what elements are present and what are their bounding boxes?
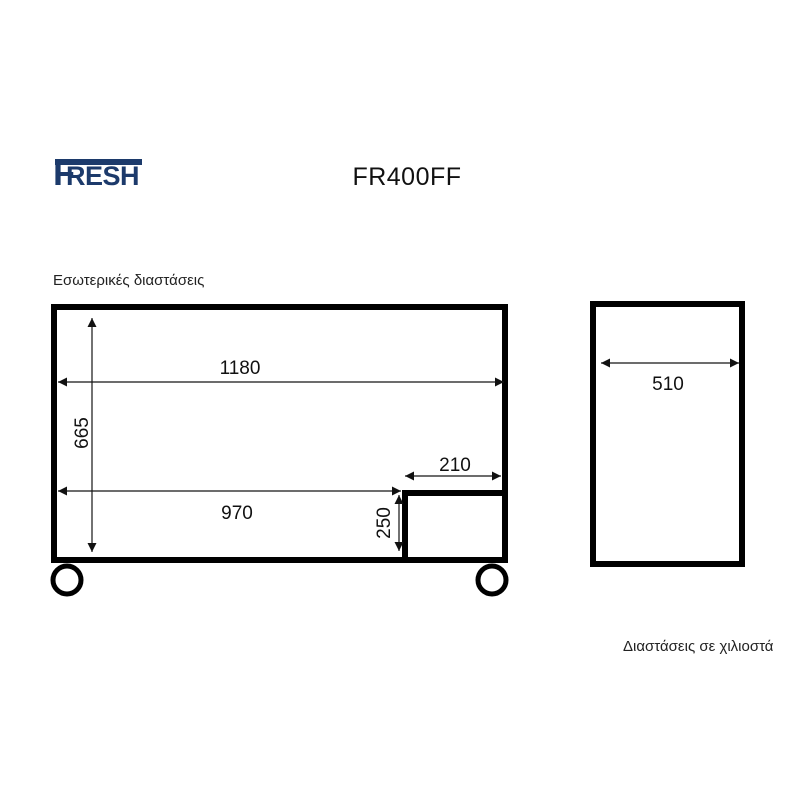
logo-letter-f: F [53, 154, 75, 193]
dim-width-partial [58, 491, 401, 524]
units-note: Διαστάσεις σε χιλιοστά [623, 638, 774, 655]
dim-depth-label: 510 [652, 374, 684, 395]
section-label-internal-dimensions: Εσωτερικές διαστάσεις [53, 272, 205, 289]
dim-step-width-label: 210 [439, 455, 471, 476]
model-title: FR400FF [352, 163, 462, 191]
caster-wheel-left-icon [53, 566, 81, 594]
caster-wheel-right-icon [478, 566, 506, 594]
dim-width-partial-label: 970 [221, 503, 253, 524]
dim-width-total [58, 358, 504, 382]
dim-height-total-label: 665 [72, 417, 93, 449]
side-view [593, 304, 742, 564]
front-view [53, 307, 506, 594]
dim-step-height [374, 495, 399, 551]
compressor-step-outline [405, 493, 505, 560]
dim-height-total [72, 318, 93, 552]
front-view-outline [54, 307, 505, 560]
dim-depth [601, 363, 739, 395]
dim-step-width [405, 455, 501, 476]
side-view-outline [593, 304, 742, 564]
dim-step-height-label: 250 [374, 507, 395, 539]
logo-letters-rest: RESH [66, 161, 140, 191]
dim-width-total-label: 1180 [219, 358, 261, 379]
